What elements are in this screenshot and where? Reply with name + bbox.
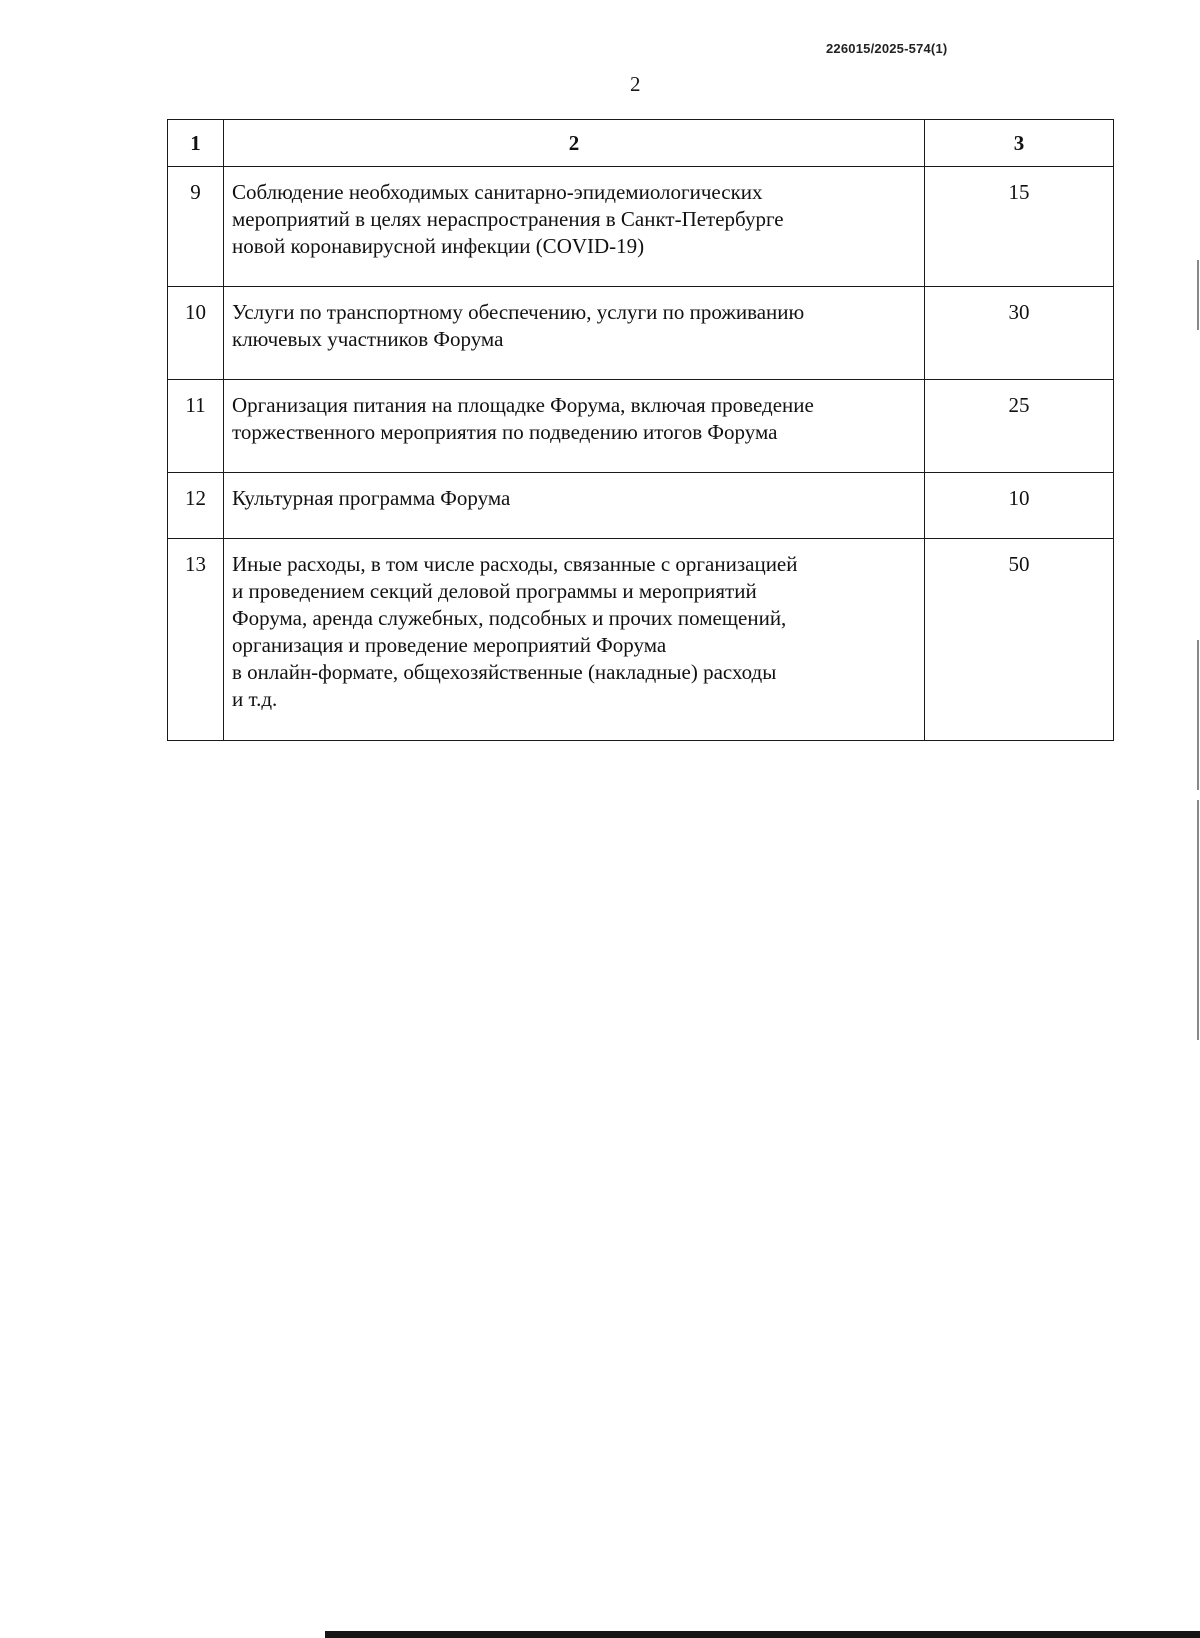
expenses-table <box>167 119 1114 741</box>
row-description <box>224 539 925 741</box>
page-number: 2 <box>630 72 641 96</box>
row-value: 25 <box>925 380 1114 473</box>
row-number: 11 <box>168 380 224 473</box>
description-line: в онлайн-формате, общехозяйственные (накладные) расходы <box>232 660 777 684</box>
scan-edge-mark <box>1197 800 1199 1040</box>
row-value: 30 <box>925 287 1114 380</box>
description-line: Организация питания на площадке Форума, включая проведение <box>232 393 814 417</box>
table-row <box>168 380 1114 473</box>
row-value: 10 <box>925 473 1114 539</box>
table-row <box>168 167 1114 287</box>
row-number: 10 <box>168 287 224 380</box>
description-line: мероприятий в целях нераспространения в Санкт-Петербурге <box>232 207 784 231</box>
row-description <box>224 473 925 539</box>
row-value: 50 <box>925 539 1114 741</box>
header-col-3: 3 <box>925 120 1114 167</box>
description-line: Форума, аренда служебных, подсобных и прочих помещений, <box>232 606 787 630</box>
scan-edge-mark <box>1197 640 1199 790</box>
row-description <box>224 287 925 380</box>
description-line: новой коронавирусной инфекции (COVID-19) <box>232 234 645 258</box>
row-description <box>224 380 925 473</box>
header-col-2: 2 <box>224 120 925 167</box>
scan-bottom-bar <box>325 1631 1200 1638</box>
description-line: организация и проведение мероприятий Форума <box>232 633 667 657</box>
table-row <box>168 539 1114 741</box>
scan-edge-mark <box>1197 260 1199 330</box>
row-description <box>224 167 925 287</box>
document-code: 226015/2025-574(1) <box>826 41 948 56</box>
description-line: Услуги по транспортному обеспечению, услуги по проживанию <box>232 300 805 324</box>
row-value: 15 <box>925 167 1114 287</box>
description-line: Культурная программа Форума <box>232 486 511 510</box>
row-number: 13 <box>168 539 224 741</box>
row-number: 9 <box>168 167 224 287</box>
description-line: ключевых участников Форума <box>232 327 504 351</box>
table-row <box>168 287 1114 380</box>
description-line: торжественного мероприятия по подведению итогов Форума <box>232 420 778 444</box>
description-line: и проведением секций деловой программы и мероприятий <box>232 579 757 603</box>
table-row <box>168 473 1114 539</box>
table-header-row <box>168 120 1114 167</box>
row-number: 12 <box>168 473 224 539</box>
description-line: и т.д. <box>232 687 278 711</box>
description-line: Соблюдение необходимых санитарно-эпидемиологических <box>232 180 763 204</box>
description-line: Иные расходы, в том числе расходы, связанные с организацией <box>232 552 798 576</box>
header-col-1: 1 <box>168 120 224 167</box>
